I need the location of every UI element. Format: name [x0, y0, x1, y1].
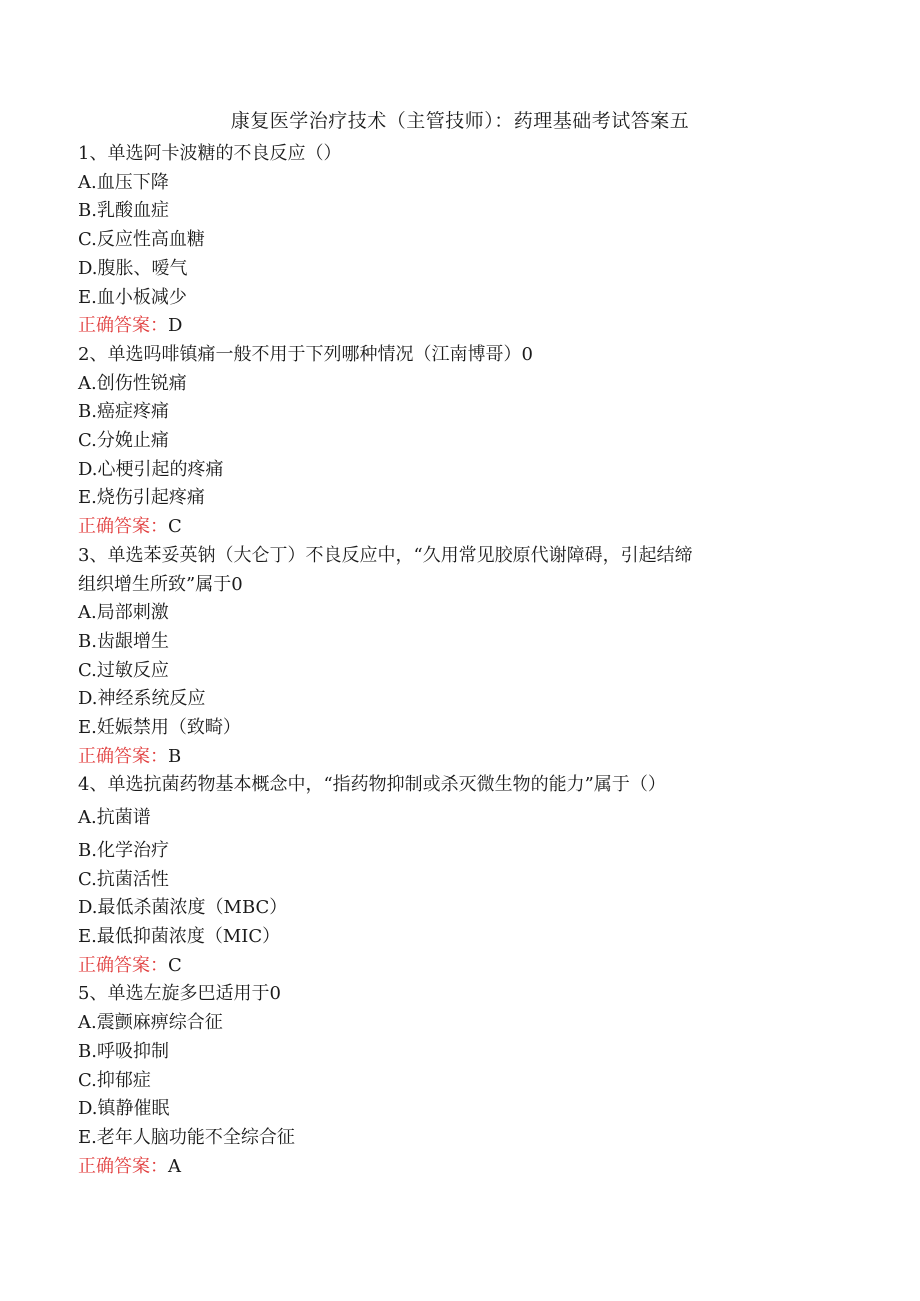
answer-label: 正确答案：	[78, 1155, 168, 1177]
option-b: B.呼吸抑制	[78, 1040, 169, 1062]
option-b: B.癌症疼痛	[78, 401, 169, 423]
question-1	[78, 140, 838, 341]
option-d: D.最低杀菌浓度（MBC）	[78, 897, 288, 919]
option-d: D.腹胀、嗳气	[78, 257, 188, 279]
option-c: C.过敏反应	[78, 659, 169, 681]
option-e: E.老年人脑功能不全综合征	[78, 1126, 295, 1148]
question-stem-line-1: 3、单选苯妥英钠（大仑丁）不良反应中，“久用常见胶原代谢障碍，引起结缔	[78, 544, 693, 566]
option-b: B.乳酸血症	[78, 200, 169, 222]
answer-line	[78, 312, 838, 341]
option-d: D.神经系统反应	[78, 688, 206, 710]
option-b: B.齿龈增生	[78, 630, 169, 652]
option-c: C.分娩止痛	[78, 430, 169, 452]
option-a: A.抗菌谱	[78, 807, 151, 829]
answer-label: 正确答案：	[78, 954, 168, 976]
question-stem-line-2: 组织增生所致”属于0	[78, 573, 243, 595]
answer-value: A	[168, 1155, 181, 1177]
option-a: A.局部刺激	[78, 602, 169, 624]
question-stem: 1、单选阿卡波糖的不良反应（）	[78, 143, 342, 164]
option-a: A.血压下降	[78, 171, 169, 193]
question-2	[78, 341, 838, 542]
answer-line	[78, 952, 838, 981]
option-d: D.心梗引起的疼痛	[78, 458, 224, 480]
option-d: D.镇静催眠	[78, 1098, 170, 1120]
question-4	[78, 771, 838, 980]
document-title: 康复医学治疗技术（主管技师）：药理基础考试答案五	[230, 110, 690, 132]
question-3	[78, 542, 838, 772]
option-a: A.创伤性锐痛	[78, 372, 187, 394]
answer-line	[78, 743, 838, 772]
option-e: E.最低抑菌浓度（MIC）	[78, 925, 281, 947]
answer-line	[78, 513, 838, 542]
question-5	[78, 980, 838, 1181]
option-e: E.妊娠禁用（致畸）	[78, 717, 241, 739]
question-stem: 2、单选吗啡镇痛一般不用于下列哪种情况（江南博哥）0	[78, 343, 533, 365]
option-a: A.震颤麻痹综合征	[78, 1012, 223, 1034]
question-stem: 5、单选左旋多巴适用于0	[78, 983, 281, 1005]
option-e: E.血小板减少	[78, 286, 187, 308]
answer-line	[78, 1153, 838, 1182]
answer-label: 正确答案：	[78, 315, 168, 337]
answer-value: C	[168, 954, 182, 976]
answer-label: 正确答案：	[78, 745, 168, 767]
question-list	[78, 140, 838, 1181]
question-stem: 4、单选抗菌药物基本概念中，“指药物抑制或杀灭微生物的能力”属于（）	[78, 774, 666, 796]
answer-value: B	[168, 745, 182, 767]
option-c: C.抗菌活性	[78, 868, 169, 890]
answer-label: 正确答案：	[78, 516, 168, 538]
option-e: E.烧伤引起疼痛	[78, 487, 205, 509]
option-c: C.抑郁症	[78, 1069, 151, 1091]
option-c: C.反应性高血糖	[78, 229, 205, 251]
answer-value: C	[168, 516, 182, 538]
answer-value: D	[168, 315, 183, 337]
option-b: B.化学治疗	[78, 839, 169, 861]
